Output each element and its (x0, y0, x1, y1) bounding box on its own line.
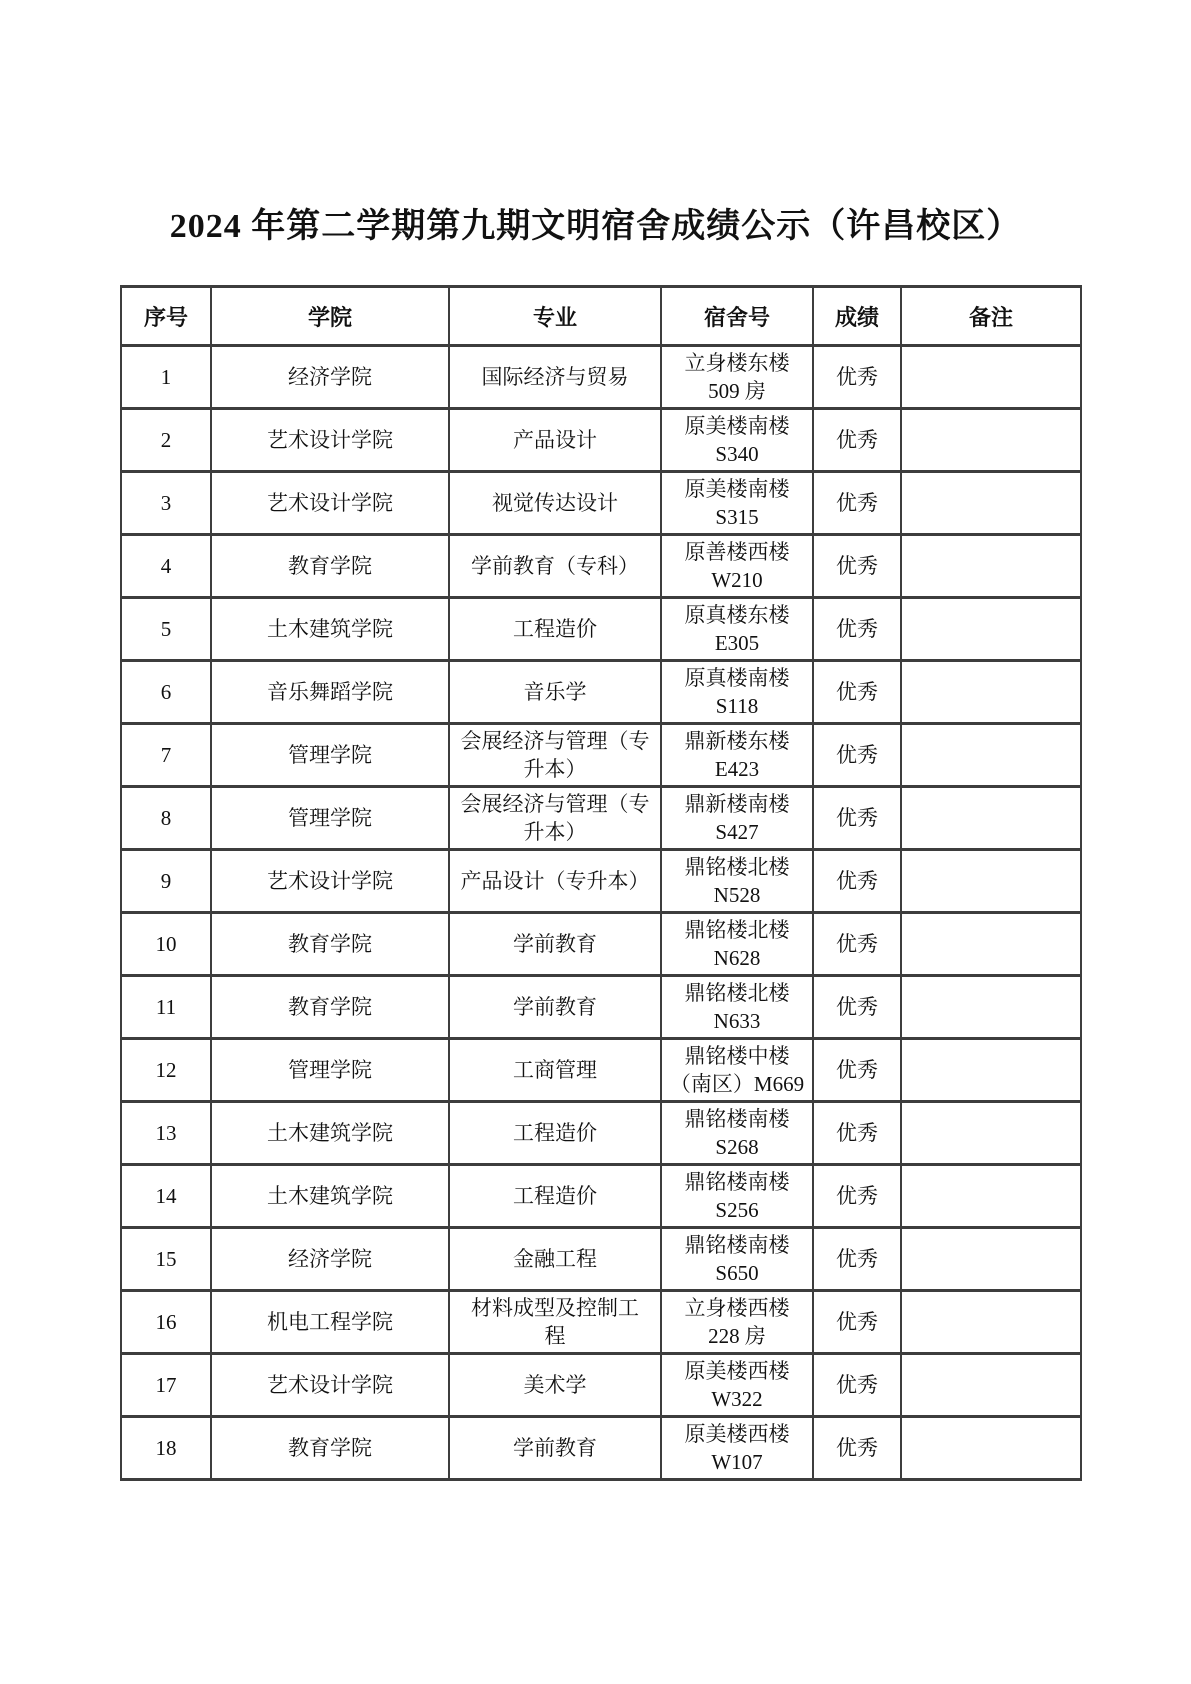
table-row (121, 535, 1081, 598)
col-header-score: 成绩 (813, 287, 901, 346)
cell-remark (901, 661, 1081, 724)
cell-major: 学前教育（专科） (449, 535, 661, 598)
cell-score: 优秀 (813, 1165, 901, 1228)
cell-score: 优秀 (813, 1291, 901, 1354)
cell-serial: 13 (121, 1102, 211, 1165)
cell-major: 材料成型及控制工 程 (449, 1291, 661, 1354)
cell-dorm: 原美楼南楼 S340 (661, 409, 813, 472)
cell-college: 机电工程学院 (211, 1291, 449, 1354)
cell-major: 产品设计 (449, 409, 661, 472)
table-row (121, 472, 1081, 535)
table-row (121, 409, 1081, 472)
cell-dorm: 原真楼东楼 E305 (661, 598, 813, 661)
table-row (121, 787, 1081, 850)
cell-dorm: 鼎铭楼中楼 （南区）M669 (661, 1039, 813, 1102)
cell-serial: 12 (121, 1039, 211, 1102)
table-row (121, 1165, 1081, 1228)
cell-serial: 11 (121, 976, 211, 1039)
table-row (121, 346, 1081, 409)
cell-dorm: 鼎铭楼南楼 S650 (661, 1228, 813, 1291)
cell-dorm: 立身楼东楼 509 房 (661, 346, 813, 409)
cell-remark (901, 1165, 1081, 1228)
cell-dorm: 鼎铭楼南楼 S268 (661, 1102, 813, 1165)
cell-college: 艺术设计学院 (211, 850, 449, 913)
table-row (121, 1228, 1081, 1291)
table-row (121, 976, 1081, 1039)
col-header-dorm: 宿舍号 (661, 287, 813, 346)
cell-major: 学前教育 (449, 913, 661, 976)
cell-serial: 14 (121, 1165, 211, 1228)
cell-major: 美术学 (449, 1354, 661, 1417)
cell-score: 优秀 (813, 787, 901, 850)
cell-major: 金融工程 (449, 1228, 661, 1291)
cell-serial: 17 (121, 1354, 211, 1417)
cell-dorm: 原美楼南楼 S315 (661, 472, 813, 535)
cell-dorm: 鼎新楼东楼 E423 (661, 724, 813, 787)
cell-remark (901, 1354, 1081, 1417)
cell-score: 优秀 (813, 913, 901, 976)
cell-college: 土木建筑学院 (211, 598, 449, 661)
cell-college: 管理学院 (211, 724, 449, 787)
cell-dorm: 鼎铭楼北楼 N528 (661, 850, 813, 913)
table-body (121, 346, 1081, 1480)
cell-serial: 4 (121, 535, 211, 598)
cell-serial: 2 (121, 409, 211, 472)
page-title: 2024 年第二学期第九期文明宿舍成绩公示（许昌校区） (169, 208, 1022, 245)
cell-major: 产品设计（专升本） (449, 850, 661, 913)
cell-major: 会展经济与管理（专 升本） (449, 724, 661, 787)
cell-remark (901, 346, 1081, 409)
table-row (121, 598, 1081, 661)
cell-score: 优秀 (813, 1102, 901, 1165)
cell-dorm: 原善楼西楼 W210 (661, 535, 813, 598)
cell-serial: 5 (121, 598, 211, 661)
cell-college: 管理学院 (211, 1039, 449, 1102)
cell-major: 学前教育 (449, 1417, 661, 1480)
col-header-serial: 序号 (121, 287, 211, 346)
col-header-remark: 备注 (901, 287, 1081, 346)
cell-dorm: 原美楼西楼 W322 (661, 1354, 813, 1417)
cell-major: 国际经济与贸易 (449, 346, 661, 409)
cell-college: 音乐舞蹈学院 (211, 661, 449, 724)
cell-serial: 7 (121, 724, 211, 787)
cell-remark (901, 1228, 1081, 1291)
table-row (121, 850, 1081, 913)
cell-major: 工程造价 (449, 1102, 661, 1165)
cell-college: 土木建筑学院 (211, 1165, 449, 1228)
cell-score: 优秀 (813, 472, 901, 535)
cell-serial: 10 (121, 913, 211, 976)
cell-serial: 6 (121, 661, 211, 724)
cell-college: 教育学院 (211, 913, 449, 976)
cell-college: 艺术设计学院 (211, 472, 449, 535)
cell-major: 工程造价 (449, 1165, 661, 1228)
table-header-row (121, 287, 1081, 346)
table-row (121, 661, 1081, 724)
cell-dorm: 鼎铭楼北楼 N628 (661, 913, 813, 976)
cell-college: 教育学院 (211, 976, 449, 1039)
table-row (121, 1291, 1081, 1354)
col-header-college: 学院 (211, 287, 449, 346)
cell-major: 学前教育 (449, 976, 661, 1039)
cell-score: 优秀 (813, 1417, 901, 1480)
cell-remark (901, 598, 1081, 661)
cell-dorm: 鼎铭楼北楼 N633 (661, 976, 813, 1039)
cell-remark (901, 1291, 1081, 1354)
cell-dorm: 立身楼西楼 228 房 (661, 1291, 813, 1354)
cell-score: 优秀 (813, 409, 901, 472)
cell-score: 优秀 (813, 346, 901, 409)
cell-dorm: 鼎铭楼南楼 S256 (661, 1165, 813, 1228)
cell-score: 优秀 (813, 1228, 901, 1291)
cell-serial: 3 (121, 472, 211, 535)
cell-remark (901, 535, 1081, 598)
cell-college: 经济学院 (211, 346, 449, 409)
cell-score: 优秀 (813, 976, 901, 1039)
table-row (121, 1417, 1081, 1480)
cell-major: 视觉传达设计 (449, 472, 661, 535)
table-row (121, 1354, 1081, 1417)
cell-score: 优秀 (813, 850, 901, 913)
cell-dorm: 原美楼西楼 W107 (661, 1417, 813, 1480)
cell-college: 教育学院 (211, 535, 449, 598)
cell-remark (901, 1102, 1081, 1165)
cell-score: 优秀 (813, 724, 901, 787)
cell-serial: 16 (121, 1291, 211, 1354)
cell-remark (901, 976, 1081, 1039)
cell-remark (901, 850, 1081, 913)
table-row (121, 913, 1081, 976)
cell-college: 管理学院 (211, 787, 449, 850)
cell-score: 优秀 (813, 535, 901, 598)
cell-major: 会展经济与管理（专 升本） (449, 787, 661, 850)
cell-college: 艺术设计学院 (211, 1354, 449, 1417)
cell-college: 艺术设计学院 (211, 409, 449, 472)
cell-remark (901, 472, 1081, 535)
table-row (121, 724, 1081, 787)
cell-college: 教育学院 (211, 1417, 449, 1480)
cell-college: 土木建筑学院 (211, 1102, 449, 1165)
cell-remark (901, 1417, 1081, 1480)
dorm-score-table (120, 285, 1082, 1481)
cell-remark (901, 787, 1081, 850)
cell-serial: 18 (121, 1417, 211, 1480)
cell-dorm: 原真楼南楼 S118 (661, 661, 813, 724)
cell-dorm: 鼎新楼南楼 S427 (661, 787, 813, 850)
cell-remark (901, 409, 1081, 472)
cell-remark (901, 1039, 1081, 1102)
cell-serial: 1 (121, 346, 211, 409)
col-header-major: 专业 (449, 287, 661, 346)
cell-serial: 15 (121, 1228, 211, 1291)
table-row (121, 1102, 1081, 1165)
cell-score: 优秀 (813, 1039, 901, 1102)
header-row (121, 287, 1081, 346)
table-row (121, 1039, 1081, 1102)
cell-major: 音乐学 (449, 661, 661, 724)
cell-major: 工商管理 (449, 1039, 661, 1102)
cell-remark (901, 913, 1081, 976)
cell-serial: 9 (121, 850, 211, 913)
cell-score: 优秀 (813, 598, 901, 661)
cell-serial: 8 (121, 787, 211, 850)
cell-remark (901, 724, 1081, 787)
cell-score: 优秀 (813, 661, 901, 724)
cell-major: 工程造价 (449, 598, 661, 661)
cell-college: 经济学院 (211, 1228, 449, 1291)
cell-score: 优秀 (813, 1354, 901, 1417)
